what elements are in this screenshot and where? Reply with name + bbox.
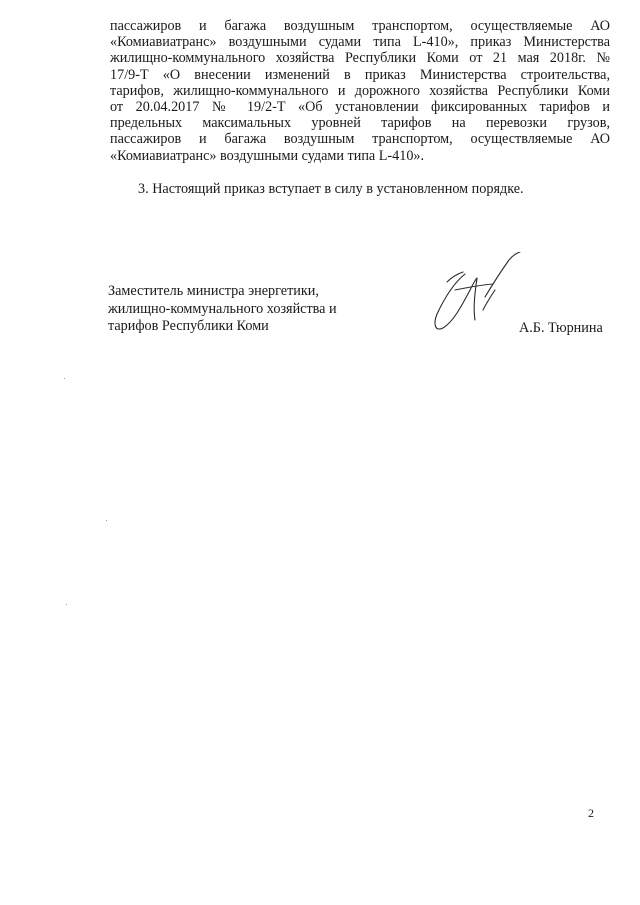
scan-speck <box>66 604 67 605</box>
paragraph-line: предельных максимальных уровней тарифов на перевозки грузов, <box>110 115 610 132</box>
scan-speck <box>106 520 107 521</box>
paragraph-line: от 20.04.2017 № 19/2-Т «Об установлении фиксированных тарифов и <box>110 99 610 116</box>
paragraph-line: пассажиров и багажа воздушным транспортом, осуществляемые АО <box>110 131 610 148</box>
paragraph-continuation <box>110 0 610 164</box>
paragraph-3: 3. Настоящий приказ вступает в силу в установленном порядке. <box>138 181 524 197</box>
handwritten-signature <box>425 252 525 337</box>
paragraph-line: «Комиавиатранс» воздушными судами типа L-410», приказ Министерства <box>110 34 610 51</box>
signatory-position <box>108 283 398 336</box>
signatory-position-line: Заместитель министра энергетики, <box>108 283 319 299</box>
paragraph-line: 17/9-Т «О внесении изменений в приказ Министерства строительства, <box>110 66 610 83</box>
paragraph-line: жилищно-коммунального хозяйства Республики Коми от 21 мая 2018г. № <box>110 50 610 67</box>
scan-speck <box>64 378 65 379</box>
paragraph-line: тарифов, жилищно-коммунального и дорожного хозяйства Республики Коми <box>110 82 610 99</box>
signatory-position-line: жилищно-коммунального хозяйства и <box>108 300 337 317</box>
signatory-name: А.Б. Тюрнина <box>519 320 603 336</box>
paragraph-line: пассажиров и багажа воздушным транспортом, осуществляемые АО <box>110 18 610 34</box>
page-number: 2 <box>588 806 594 820</box>
paragraph-line: «Комиавиатранс» воздушными судами типа L-410». <box>110 147 425 164</box>
signatory-position-line: тарифов Республики Коми <box>108 318 269 334</box>
